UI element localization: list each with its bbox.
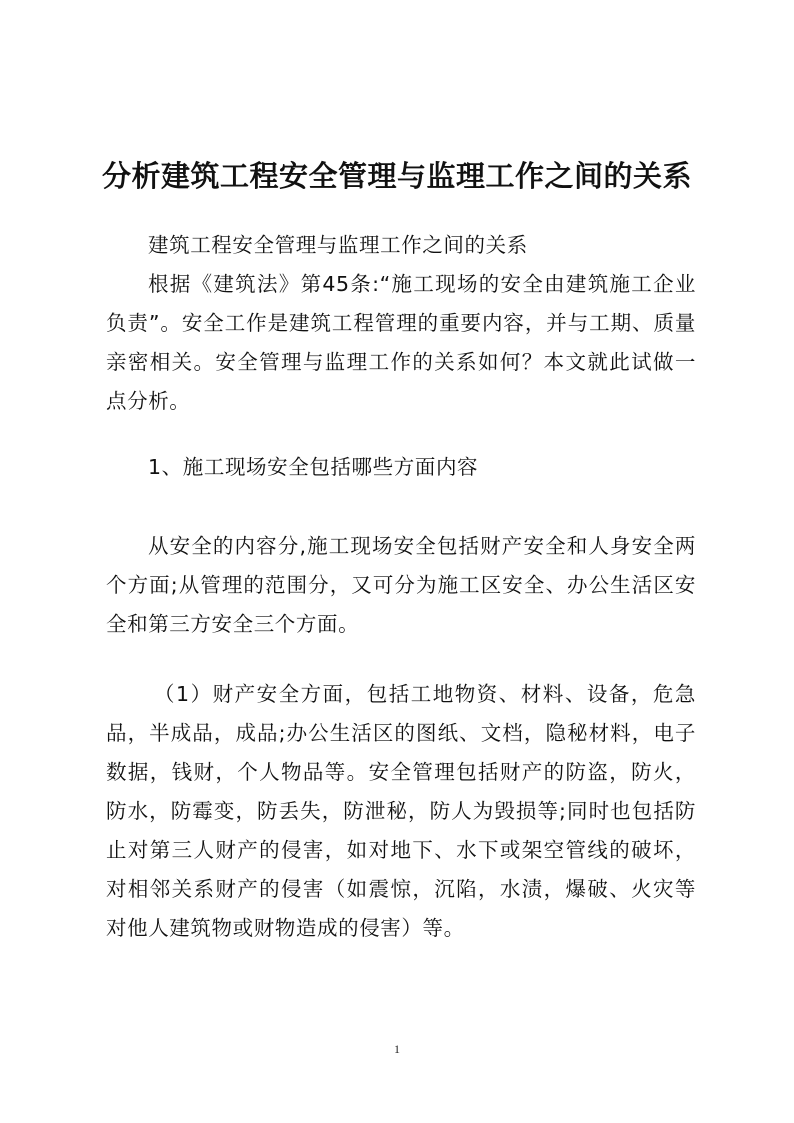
- page-number: 1: [394, 1042, 400, 1056]
- property-safety-paragraph: （1）财产安全方面，包括工地物资、材料、设备，危急品，半成品，成品;办公生活区的图纸、文档，隐秘材料，电子数据，钱财，个人物品等。安全管理包括财产的防盗，防火，防水，防霉变，防丢失，防泄秘，防人为毁损等;同时也包括防止对第三人财产的侵害，如对地下、水下或架空管线的破坏，对相邻关系财产的侵害（如震惊，沉陷，水渍，爆破、火灾等对他人建筑物或财物造成的侵害）等。: [106, 682, 696, 940]
- content-scope-paragraph: 从安全的内容分,施工现场安全包括财产安全和人身安全两个方面;从管理的范围分，又可分为施工区安全、办公生活区安全和第三方安全三个方面。: [106, 534, 696, 636]
- document-title: 分析建筑工程安全管理与监理工作之间的关系: [101, 159, 692, 194]
- section-heading-1: 1、施工现场安全包括哪些方面内容: [148, 455, 479, 479]
- intro-paragraph: 根据《建筑法》第45条:“施工现场的安全由建筑施工企业负责”。安全工作是建筑工程管理的重要内容，并与工期、质量亲密相关。安全管理与监理工作的关系如何？本文就此试做一点分析。: [106, 272, 696, 413]
- subtitle-paragraph: 建筑工程安全管理与监理工作之间的关系: [148, 233, 528, 257]
